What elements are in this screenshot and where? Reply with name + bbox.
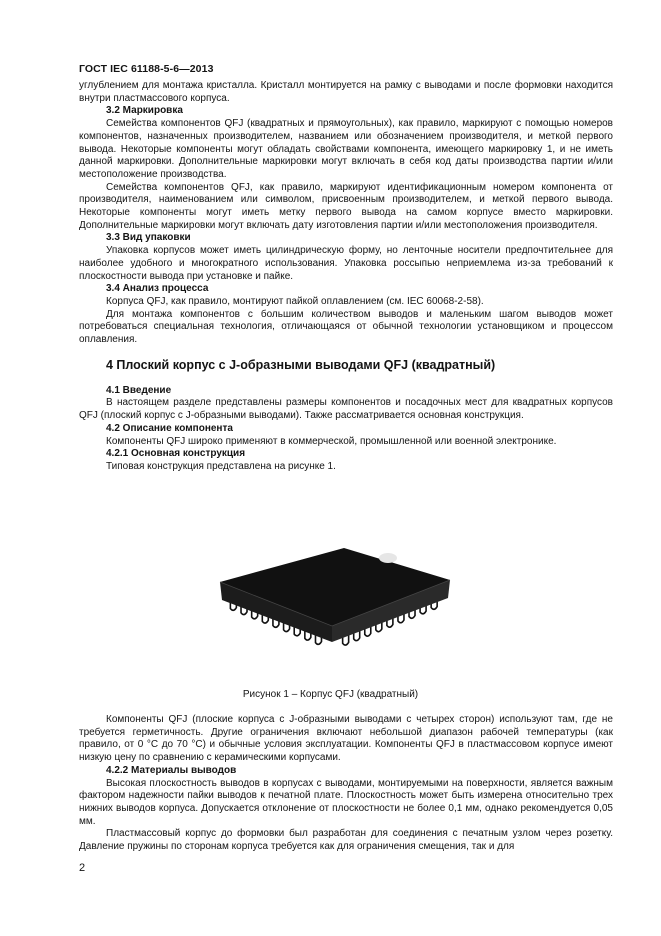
paragraph-intro: углублением для монтажа кристалла. Кристалл монтируется на рамку с выводами и после формовки находится внутри пластмассового корпуса.	[79, 80, 613, 104]
paragraph-3-2-b: Семейства компонентов QFJ, как правило, маркируют идентификационным номером компонента от производителя, наименованием или символом, присвоенным производителем, и меткой первого вывода. Некоторые компоненты могут иметь метку первого вывода на самом корпусе вместо маркировки. Дополнительные маркировки могут включать дату изготовления партии и/или местоположения производителя.	[79, 181, 613, 231]
pin-one-marker-icon	[379, 553, 397, 563]
qfj-package-illustration	[214, 540, 454, 668]
heading-4-2: 4.2 Описание компонента	[106, 422, 233, 434]
section-4-title: 4 Плоский корпус с J-образными выводами QFJ (квадратный)	[106, 357, 496, 372]
body-text-bottom	[79, 714, 613, 854]
heading-4-2-2: 4.2.2 Материалы выводов	[106, 764, 237, 776]
document-code-header: ГОСТ IEC 61188-5-6—2013	[79, 63, 214, 75]
figure-caption: Рисунок 1 – Корпус QFJ (квадратный)	[242, 689, 419, 700]
paragraph-4-2-1: Типовая конструкция представлена на рисунке 1.	[106, 460, 336, 472]
page-number: 2	[79, 862, 86, 874]
paragraph-3-2-a: Семейства компонентов QFJ (квадратных и прямоугольных), как правило, маркируют с помощью номеров компонентов, назначенных производителем, названием или обозначением производителя, и меткой первого вывода. Некоторые компоненты могут обладать свойствами компонента, имеющего маркировку 1, и не иметь данной маркировки. Дополнительные маркировки могут включать в себя код даты производства партии и/или местоположение производства.	[79, 118, 613, 180]
heading-3-4: 3.4 Анализ процесса	[106, 283, 209, 295]
heading-3-3: 3.3 Вид упаковки	[106, 232, 191, 244]
paragraph-4-2-2-b: Пластмассовый корпус до формовки был разработан для соединения с печатным узлом через розетку. Давление пружины по сторонам корпуса требуется как для ограничения смещения, так и для	[79, 828, 613, 853]
paragraph-3-3: Упаковка корпусов может иметь цилиндрическую форму, но ленточные носители предпочтительнее для наиболее удобного и многократного использования. Упаковка россыпью неприемлема из-за требований к плоскостности вывода при установке и пайке.	[79, 245, 613, 282]
paragraph-3-4-a: Корпуса QFJ, как правило, монтируют пайкой оплавлением (см. IEC 60068-2-58).	[106, 295, 484, 307]
paragraph-3-4-b: Для монтажа компонентов с большим количеством выводов и маленьким шагом выводов может потребоваться специальная технология, отличающаяся от обычной технологии установщиком и процессом оплавления.	[79, 308, 613, 346]
paragraph-4-2-2-a: Высокая плоскостность выводов в корпусах с выводами, монтируемыми на поверхности, является важным фактором надежности пайки выводов к печатной плате. Плоскостность может быть измерена относительно трех нижних выводов корпуса. Допускается отклонение от плоскостности не более 0,1 мм, однако рекомендуется 0,05 мм.	[79, 777, 613, 827]
body-text-top	[79, 80, 613, 474]
heading-4-2-1: 4.2.1 Основная конструкция	[106, 448, 246, 460]
paragraph-4-1: В настоящем разделе представлены размеры компонентов и посадочных мест для квадратных корпусов QFJ (плоский корпус с J-образными выводами). Также рассматривается основная конструкция.	[79, 397, 613, 422]
paragraph-4-2-1-b: Компоненты QFJ (плоские корпуса с J-образными выводами с четырех сторон) используют там, где не требуется герметичность. Другие ограничения включают небольшой диапазон рабочей температуры (как правило, от 0 °С до 70 °С) и обычные условия эксплуатации. Компоненты QFJ в пластмассовом корпусе имеют низкую цену по сравнению с керамическими корпусами.	[79, 714, 613, 764]
paragraph-4-2: Компоненты QFJ широко применяют в коммерческой, промышленной или военной электронике.	[106, 435, 557, 447]
heading-4-1: 4.1 Введение	[106, 384, 172, 396]
heading-3-2: 3.2 Маркировка	[106, 105, 183, 117]
